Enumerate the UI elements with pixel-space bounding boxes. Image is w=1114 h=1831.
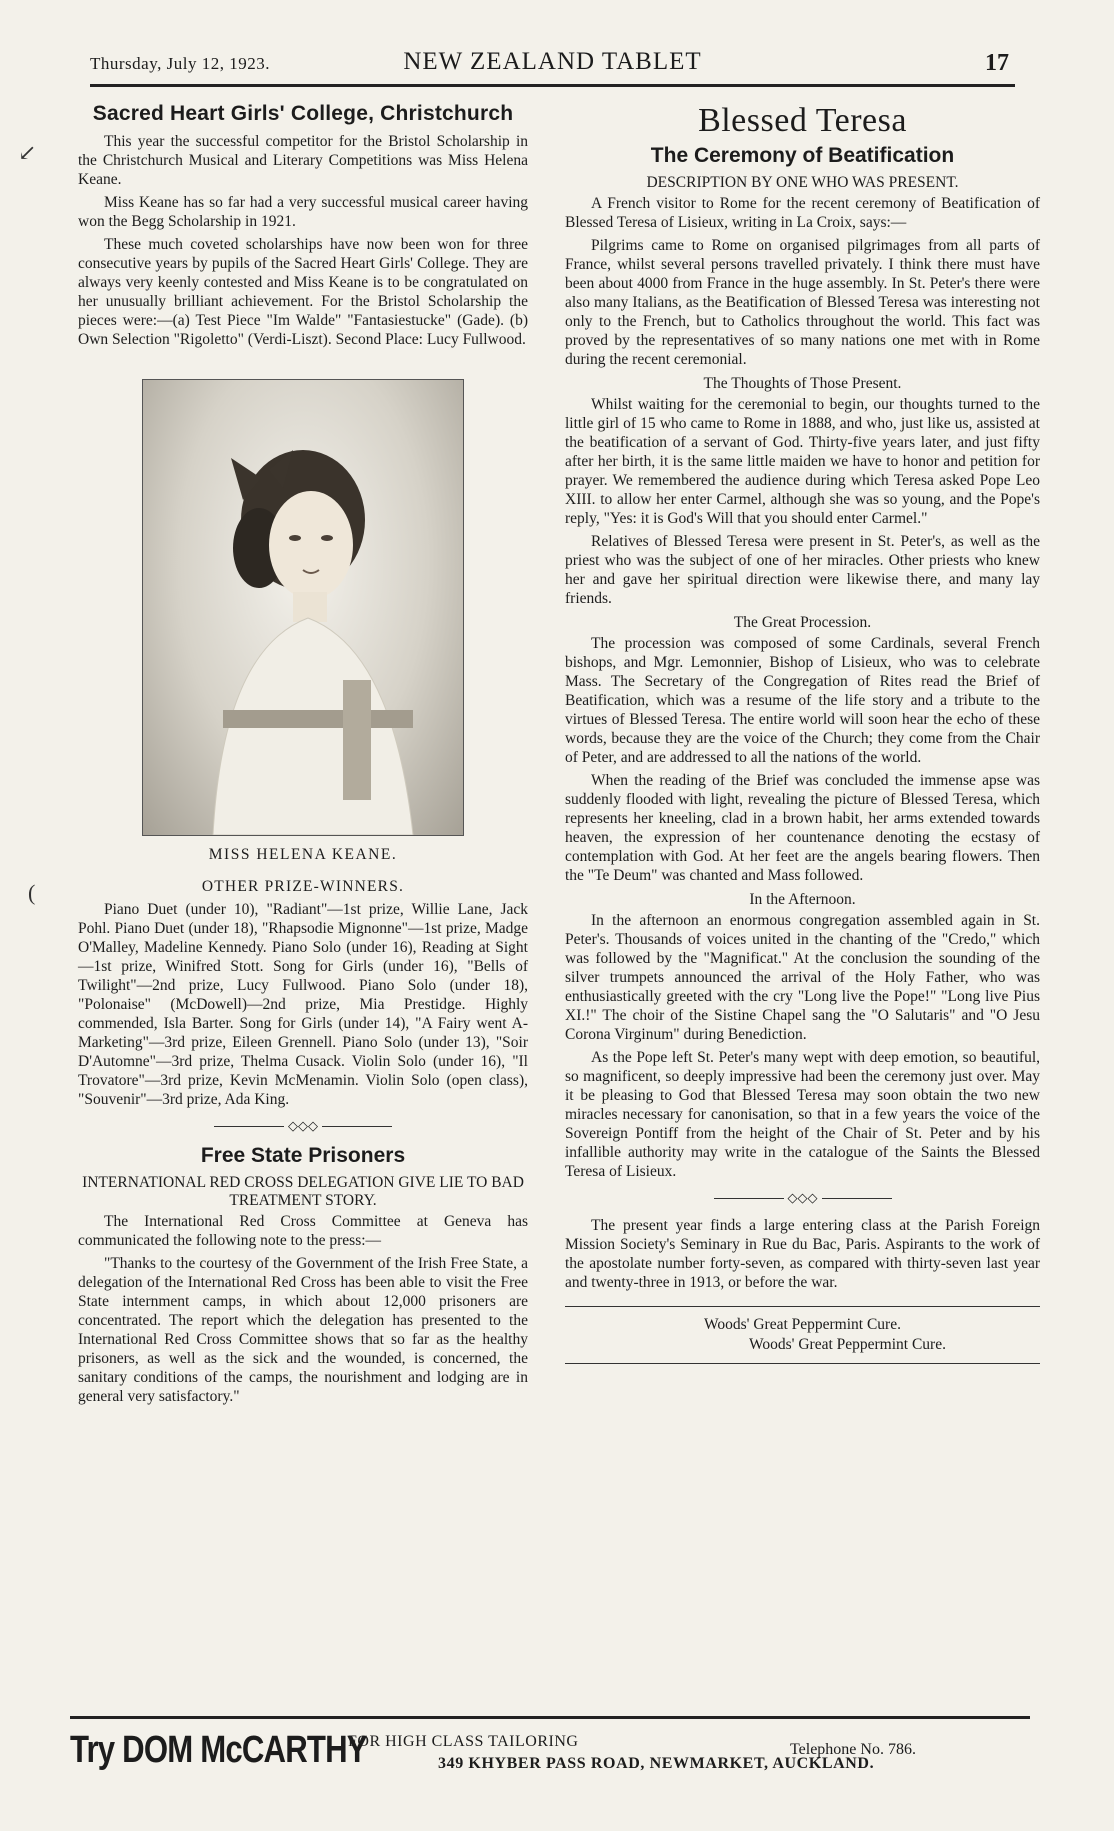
- other-prize-winners-text: Piano Duet (under 10), "Radiant"—1st prize, Willie Lane, Jack Pohl. Piano Duet (under 18), "Rhapsodie Mignonne"—1st prize, Madge O'Malley, Madeline Kennedy. Piano Solo (under 16), Reading at Sight—1st prize, Winifred Stott. Song for Girls (under 16), "Bells of Twilight"—2nd prize, Lucy Fullwood. Piano Solo (under 18), "Polonaise" (McDowell)—2nd prize, Mia Prestidge. Highly commended, Isla Barter. Song for Girls (under 14), "A Fairy went A-Marketing"—3rd prize, Eileen Grennell. Piano Solo (under 13), "Soir D'Automne"—3rd prize, Thelma Cusack. Violin Solo (under 16), "Il Trovatore"—3rd prize, Kevin McMenamin. Violin Solo (open class), "Souvenir"—3rd prize, Ada King.: [78, 901, 528, 1108]
- woods-line-1: Woods' Great Peppermint Cure.: [704, 1316, 901, 1334]
- other-prize-winners-heading: OTHER PRIZE-WINNERS.: [201, 878, 405, 895]
- woods-line-2: Woods' Great Peppermint Cure.: [749, 1336, 946, 1354]
- woods-advert: [565, 1306, 1040, 1364]
- college-article-title: Sacred Heart Girls' College, Christchurch: [92, 102, 514, 125]
- right-column: [565, 102, 1040, 1364]
- teresa-paragraph-1: Pilgrims came to Rome on organised pilgrimages from all parts of France, whilst several persons travelled privately. I think there must have been about 4000 from France in the huge assembly. In St. Peter's there were also many Italians, as the Beatification of Blessed Teresa was interesting not only to the French, but to Catholics throughout the world. This fact was proved by the representatives of so many nations one met with in Rome during the recent ceremonial.: [565, 237, 1040, 368]
- teresa-paragraph-7: As the Pope left St. Peter's many wept with deep emotion, so beautiful, so magnificent, so deeply impressive had been the ceremony just over. May it be pleasing to God that Blessed Teresa may soon obtain the two new miracles necessary for canonisation, so that in a few years the voice of the Sovereign Pontiff from the height of the Chair of St. Peter and by his infallible authority may write in the catalogue of the Saints the Blessed Teresa of Lisieux.: [565, 1049, 1040, 1180]
- college-paragraph-1: This year the successful competitor for the Bristol Scholarship in the Christchurch Musical and Literary Competitions was Miss Helena Keane.: [78, 133, 528, 188]
- ornament-icon: ◇◇◇: [288, 1118, 318, 1134]
- afternoon-heading: In the Afternoon.: [749, 891, 856, 908]
- advert-address: 349 KHYBER PASS ROAD, NEWMARKET, AUCKLAND.: [438, 1755, 875, 1772]
- page-number: 17: [985, 50, 1009, 76]
- intro-paragraph: A French visitor to Rome for the recent ceremony of Beatification of Blessed Teresa of Lisieux, writing in La Croix, says:—: [565, 195, 1040, 231]
- teresa-paragraph-3: Relatives of Blessed Teresa were present in St. Peter's, as well as the priest who was the subject of one of her miracles. Other priests who knew her and gave her spiritual direction were likewise there, and many lay friends.: [565, 533, 1040, 607]
- thoughts-heading: The Thoughts of Those Present.: [703, 375, 902, 392]
- teresa-paragraph-5: When the reading of the Brief was concluded the immense apse was suddenly flooded with light, revealing the picture of Blessed Teresa, which represents her kneeling, clad in a brown habit, her arms extended towards heaven, the expression of her countenance denoting the ecstasy of contemplation with God. At her feet are the angels bearing flowers. Then the "Te Deum" was chanted and Mass followed.: [565, 772, 1040, 884]
- footer-advert: [70, 1716, 1030, 1779]
- free-state-subtitle: INTERNATIONAL RED CROSS DELEGATION GIVE LIE TO BAD TREATMENT STORY.: [82, 1174, 524, 1210]
- section-divider: [78, 1117, 528, 1134]
- free-state-title: Free State Prisoners: [200, 1144, 406, 1168]
- ceremony-subtitle: The Ceremony of Beatification: [650, 144, 955, 167]
- page-header: [90, 48, 1015, 87]
- procession-heading: The Great Procession.: [733, 614, 872, 631]
- blessed-teresa-title: Blessed Teresa: [698, 102, 907, 139]
- seminary-paragraph: The present year finds a large entering class at the Parish Foreign Mission Society's Seminary in Rue du Bac, Paris. Aspirants to the work of the apostolate number forty-seven, as compared with thirty-seven last year and twenty-three in 1913, or before the war.: [565, 1217, 1040, 1292]
- college-paragraph-3: These much coveted scholarships have now been won for three consecutive years by pupils of the Sacred Heart Girls' College. They are always very keenly contested and Miss Keane is to be congratulated on her unusually brilliant achievement. For the Bristol Scholarship the pieces were:—(a) Test Piece "Im Walde" "Fantasiestucke" (Gade). (b) Own Selection "Rigoletto" (Verdi-Liszt). Second Place: Lucy Fullwood.: [78, 236, 528, 348]
- photo-caption: MISS HELENA KEANE.: [208, 846, 398, 863]
- ornament-icon: ◇◇◇: [787, 1190, 818, 1206]
- portrait-photo: [142, 379, 464, 836]
- left-column: [78, 102, 528, 1410]
- advert-name: Try DOM McCARTHY: [70, 1729, 367, 1771]
- free-state-paragraph-1: The International Red Cross Committee at Geneva has communicated the following note to the press:—: [78, 1213, 528, 1250]
- teresa-paragraph-4: The procession was composed of some Cardinals, several French bishops, and Mgr. Lemonnier, Bishop of Lisieux, who was to celebrate Mass. The Secretary of the Congregation of Rites read the Brief of Beatification, which was a resume of the life story and a tribute to the virtues of Blessed Teresa. The entire world will soon hear the echo of these words, because they are the voice of the Church; they come from the Chair of Peter, and are addressed to all the nations of the world.: [565, 635, 1040, 766]
- byline: DESCRIPTION BY ONE WHO WAS PRESENT.: [646, 174, 959, 191]
- masthead: NEW ZEALAND TABLET: [403, 48, 702, 75]
- teresa-paragraph-6: In the afternoon an enormous congregation assembled again in St. Peter's. Thousands of voices united in the chanting of the "Credo," which was followed by the "Magnificat." At the conclusion the sounding of the silver trumpets announced the arrival of the Holy Father, who was enthusiastically greeted with the cry "Long live the Pope!" "Long live Pius XI.!" The choir of the Sistine Chapel sang the "O Salutaris" and "O Jesu Corona Virginum" during Benediction.: [565, 912, 1040, 1043]
- margin-mark-icon: ↙: [18, 140, 37, 165]
- issue-date: Thursday, July 12, 1923.: [90, 54, 270, 73]
- portrait-illustration: [143, 380, 463, 835]
- advert-tagline: FOR HIGH CLASS TAILORING: [348, 1733, 579, 1750]
- advert-phone: Telephone No. 786.: [790, 1741, 916, 1758]
- margin-mark-icon: (: [28, 880, 36, 905]
- section-divider-right: [565, 1189, 1040, 1206]
- free-state-paragraph-2: "Thanks to the courtesy of the Government of the Irish Free State, a delegation of the International Red Cross has been able to visit the Free State internment camps, in which about 12,000 prisoners are concentrated. The report which the delegation has presented to the International Red Cross Committee shows that so far as the healthy prisoners, as well as the sick and the wounded, is concerned, the sanitary conditions of the camps, the nourishment and lodging are in general very satisfactory.": [78, 1255, 528, 1406]
- college-paragraph-2: Miss Keane has so far had a very successful musical career having won the Begg Scholarship in 1921.: [78, 194, 528, 230]
- teresa-paragraph-2: Whilst waiting for the ceremonial to begin, our thoughts turned to the little girl of 15 who came to Rome in 1888, and who, just like us, assisted at the beatification of a servant of God. Thirty-five years later, and just fifty after her birth, it is the same little maiden we have to honor and petition for prayer. We remembered the audience during which Teresa asked Pope Leo XIII. to allow her enter Carmel, although she was so young, and the Pope's reply, "Yes: it is God's Will that you should enter Carmel.": [565, 396, 1040, 527]
